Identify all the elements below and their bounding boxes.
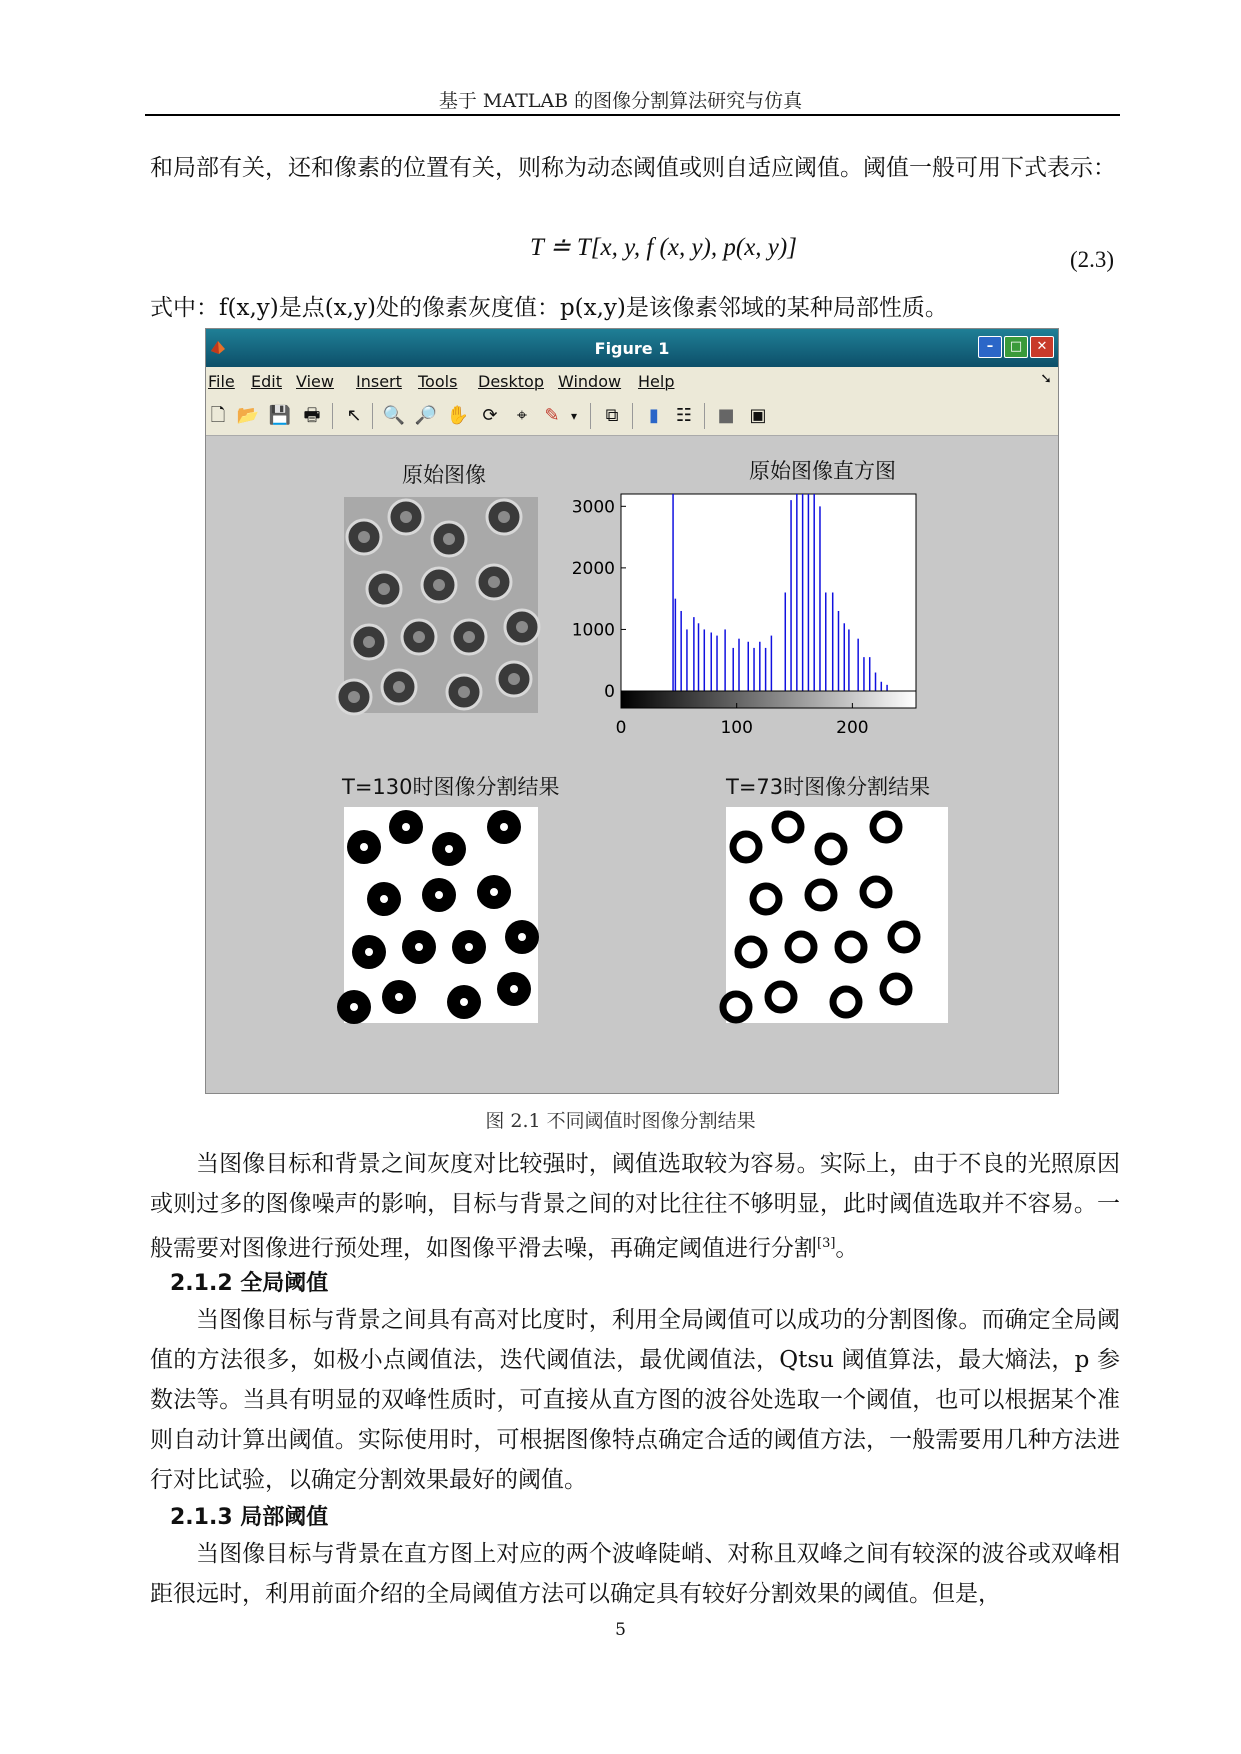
cell-center: [500, 823, 508, 831]
dock-arrow-icon[interactable]: ➘: [1040, 371, 1052, 387]
save-icon[interactable]: 💾: [268, 405, 292, 426]
menu-help[interactable]: Help: [638, 372, 675, 391]
paragraph-global-threshold: 当图像目标与背景之间具有高对比度时，利用全局阈值可以成功的分割图像。而确定全局阈值的方法很多，如极小点阈值法，迭代阈值法，最优阈值法，Qtsu 阈值算法，最大熵法，p 参数法等。当具有明显的双峰性质时，可直接从直方图的波谷处选取一个阈值，也可以根据某个准则自动计算出阈值。实际使用时，可根据图像特点确定合适的阈值方法，一般需要用几种方法进行对比试验，以确定分割效果最好的阈值。: [150, 1307, 1120, 1493]
zoom-in-icon[interactable]: 🔍: [382, 405, 406, 426]
formula-explanation: 式中：f(x,y)是点(x,y)处的像素灰度值：p(x,y)是该像素邻域的某种局部性质。: [150, 295, 948, 321]
histogram-title: 原始图像直方图: [749, 459, 896, 483]
cell-center: [516, 621, 528, 633]
figure-caption: 图 2.1 不同阈值时图像分割结果: [485, 1110, 756, 1132]
figure-titlebar: [206, 329, 1058, 367]
cell-blob: [863, 879, 889, 905]
citation-ref: [3]: [817, 1236, 836, 1251]
cell-blob: [873, 814, 899, 840]
x-tick-label: 200: [836, 718, 869, 738]
menu-tools[interactable]: Tools: [418, 372, 458, 391]
rotate-3d-icon[interactable]: ⟳: [482, 405, 498, 426]
menu-file[interactable]: File: [208, 372, 235, 391]
brush-icon[interactable]: ✎: [544, 405, 560, 426]
original-image-title: 原始图像: [402, 463, 486, 487]
data-cursor-icon[interactable]: ⌖: [516, 405, 528, 426]
cell-center: [458, 686, 470, 698]
segmentation-t130-image: [344, 807, 538, 1023]
cell-blob: [753, 886, 779, 912]
cell-center: [518, 933, 526, 941]
cell-blob: [818, 836, 844, 862]
menu-edit[interactable]: Edit: [251, 372, 282, 391]
cell-center: [378, 583, 390, 595]
cell-center: [498, 511, 510, 523]
figure-menubar: [206, 367, 1058, 397]
cell-center: [393, 681, 405, 693]
maximize-icon[interactable]: □: [1004, 336, 1028, 358]
cell-center: [365, 948, 373, 956]
edit-plot-arrow-icon[interactable]: ↖: [346, 405, 362, 426]
gray-colorbar: [621, 691, 916, 708]
cell-blob: [733, 834, 759, 860]
x-tick-label: 100: [720, 718, 753, 738]
header-rule: [145, 114, 1120, 116]
cell-center: [490, 888, 498, 896]
cell-center: [402, 823, 410, 831]
y-tick-label: 2000: [571, 558, 615, 579]
cell-center: [463, 631, 475, 643]
y-tick-label: 0: [604, 682, 615, 702]
cell-blob: [768, 984, 794, 1010]
matlab-figure-window: [205, 328, 1059, 1094]
cell-blob: [838, 934, 864, 960]
segmentation-t73-image: [726, 807, 948, 1023]
colorbar-icon[interactable]: ▮: [649, 405, 659, 426]
pan-hand-icon[interactable]: ✋: [446, 405, 470, 426]
cell-center: [360, 843, 368, 851]
show-plot-tools-icon[interactable]: ▣: [749, 405, 767, 426]
cell-blob: [775, 814, 801, 840]
figure-title: Figure 1: [594, 339, 670, 358]
cell-center: [395, 993, 403, 1001]
page-number: 5: [615, 1620, 626, 1640]
paragraph-contrast: 当图像目标和背景之间灰度对比较强时，阈值选取较为容易。实际上，由于不良的光照原因或则过多的图像噪声的影响，目标与背景之间的对比往往不够明显，此时阈值选取并不容易。一般需要对图像进行预处理，如图像平滑去噪，再确定阈值进行分割[3]。: [150, 1151, 1120, 1262]
histogram-axes: [621, 494, 916, 708]
seg73-title: T=73时图像分割结果: [726, 775, 931, 799]
cell-center: [488, 576, 500, 588]
brush-dropdown-icon[interactable]: ▾: [570, 409, 578, 423]
running-header: 基于 MATLAB 的图像分割算法研究与仿真: [438, 90, 803, 112]
y-tick-label: 1000: [571, 620, 615, 641]
cell-center: [358, 531, 370, 543]
cell-center: [350, 1003, 358, 1011]
cell-blob: [723, 994, 749, 1020]
cell-blob: [891, 924, 917, 950]
zoom-out-icon[interactable]: 🔎: [414, 405, 438, 426]
print-icon[interactable]: 🖶: [303, 405, 321, 426]
cell-center: [465, 943, 473, 951]
figure-toolbar: [206, 397, 1058, 436]
legend-icon[interactable]: ☷: [675, 405, 693, 426]
menu-view[interactable]: View: [296, 372, 334, 391]
cell-center: [443, 533, 455, 545]
minimize-icon[interactable]: –: [978, 336, 1002, 358]
cell-center: [380, 895, 388, 903]
heading-global-threshold: 2.1.2 全局阈值: [170, 1271, 329, 1296]
hide-plot-tools-icon[interactable]: ■: [717, 405, 735, 426]
cell-center: [433, 579, 445, 591]
cell-center: [460, 998, 468, 1006]
cell-blob: [833, 989, 859, 1015]
threshold-formula: T ≐ T[x, y, f (x, y), p(x, y)]: [530, 234, 797, 261]
cell-center: [435, 891, 443, 899]
x-tick-label: 0: [615, 718, 627, 738]
formula-number: (2.3): [1070, 247, 1115, 272]
cell-blob: [808, 882, 834, 908]
cell-blob: [883, 976, 909, 1002]
close-icon[interactable]: ✕: [1030, 336, 1054, 358]
cell-center: [363, 636, 375, 648]
heading-local-threshold: 2.1.3 局部阈值: [170, 1505, 329, 1530]
menu-window[interactable]: Window: [558, 372, 622, 391]
new-figure-icon[interactable]: 🗋: [210, 405, 226, 426]
y-tick-label: 3000: [571, 497, 615, 518]
seg130-title: T=130时图像分割结果: [342, 775, 560, 799]
cell-blob: [788, 934, 814, 960]
cell-center: [508, 673, 520, 685]
cell-center: [400, 511, 412, 523]
menu-insert[interactable]: Insert: [356, 372, 402, 391]
cell-center: [413, 631, 425, 643]
cell-center: [445, 845, 453, 853]
menu-desktop[interactable]: Desktop: [478, 372, 544, 391]
cell-center: [348, 691, 360, 703]
paragraph-local-threshold: 当图像目标与背景在直方图上对应的两个波峰陡峭、对称且双峰之间有较深的波谷或双峰相距很远时，利用前面介绍的全局阈值方法可以确定具有较好分割效果的阈值。但是，: [150, 1541, 1120, 1607]
cell-center: [415, 943, 423, 951]
original-image: [344, 497, 538, 713]
cell-center: [510, 985, 518, 993]
cell-blob: [738, 939, 764, 965]
histogram-chart: [571, 489, 1026, 779]
open-file-icon[interactable]: 📂: [236, 405, 260, 426]
intro-paragraph: 和局部有关，还和像素的位置有关，则称为动态阈值或则自适应阈值。阈值一般可用下式表示：: [150, 155, 1116, 181]
link-plot-icon[interactable]: ⧉: [605, 405, 619, 426]
